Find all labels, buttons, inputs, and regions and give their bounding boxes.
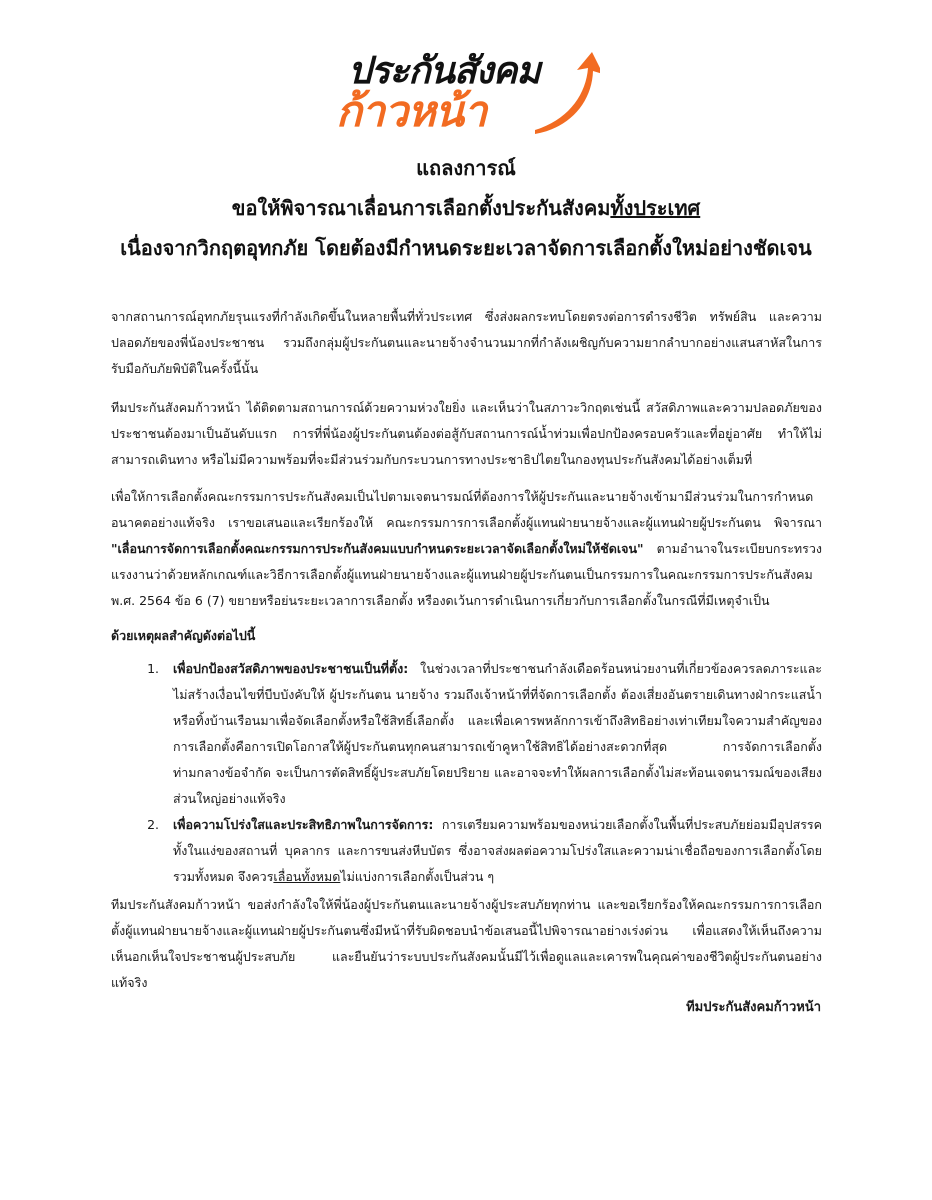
reason-2-heading: เพื่อความโปร่งใสและประสิทธิภาพในการจัดการ: [173, 817, 434, 832]
reason-1-text: ในช่วงเวลาที่ประชาชนกำลังเดือดร้อนหน่วยงานที่เกี่ยวข้องควรลดภาระและไม่สร้างเงื่อนไขที่บีบบังคับให้ ผู้ประกันตน นายจ้าง รวมถึงเจ้าหน้าที่ที่จัดการเลือกตั้ง ต้องเสี่ยงอันตรายเดินทางฝ่ากระแสน้ำหรือทิ้งบ้านเรือนมาเพื่อจัดเลือกตั้งหรือใช้สิทธิ์เลือกตั้ง และเพื่อเคารพหลักการเข้าถึงสิทธิอย่างเท่าเทียมใจความสำคัญของการเลือกตั้งคือการเปิดโอกาสให้ผู้ประกันตนทุกคนสามารถเข้าคูหาใช้สิทธิได้อย่างสะดวกที่สุด การจัดการเลือกตั้งท่ามกลางข้อจำกัด จะเป็นการตัดสิทธิ์ผู้ประสบภัยโดยปริยาย และอาจจะทำให้ผลการเลือกตั้งไม่สะท้อนเจตนารมณ์ของเสียงส่วนใหญ่อย่างแท้จริง [173, 661, 822, 806]
list-item [163, 656, 822, 812]
reason-2-underlined: เลื่อนทั้งหมด [273, 869, 341, 884]
proposal-text-a: เพื่อให้การเลือกตั้งคณะกรรมการประกันสังคมเป็นไปตามเจตนารมณ์ที่ต้องการให้ผู้ประกันและนายจ้างเข้ามามีส่วนร่วมในการกำหนดอนาคตอย่างแท้จริง เราขอเสนอและเรียกร้องให้ คณะกรรมการการเลือกตั้งผู้แทนฝ่ายนายจ้างและผู้แทนฝ่ายผู้ประกันตน พิจารณา [111, 489, 822, 530]
reason-1-heading: เพื่อปกป้องสวัสดิภาพของประชาชนเป็นที่ตั้ง: [173, 661, 409, 676]
paragraph-closing: ทีมประกันสังคมก้าวหน้า ขอส่งกำลังใจให้พี่น้องผู้ประกันตนและนายจ้างผู้ประสบภัยทุกท่าน และขอเรียกร้องให้คณะกรรมการการเลือกตั้งผู้แทนฝ่ายนายจ้างและผู้แทนฝ่ายผู้ประกันตนซึ่งมีหน้าที่รับผิดชอบนำข้อเสนอนี้ไปพิจารณาอย่างเร่งด่วน เพื่อแสดงให้เห็นถึงความเห็นอกเห็นใจประชาชนผู้ประสบภัย และยืนยันว่าระบบประกันสังคมนั้นมีไว้เพื่อดูแลและเคารพในคุณค่าของชีวิตผู้ประกันตนอย่างแท้จริง [111, 897, 822, 990]
paragraph-proposal [111, 484, 822, 614]
paragraph-situation: จากสถานการณ์อุทกภัยรุนแรงที่กำลังเกิดขึ้นในหลายพื้นที่ทั่วประเทศ ซึ่งส่งผลกระทบโดยตรงต่อการดำรงชีวิต ทรัพย์สิน และความปลอดภัยของพี่น้องประชาชน รวมถึงกลุ่มผู้ประกันตนและนายจ้างจำนวนมากที่กำลังเผชิญกับความยากลำบากอย่างแสนสาหัสในการรับมือกับภัยพิบัติในครั้งนี้นั้น [111, 309, 822, 376]
reason-2-text-a: การเตรียมความพร้อมของหน่วยเลือกตั้งในพื้นที่ประสบภัยย่อมมีอุปสรรค ทั้งในแง่ของสถานที่ บุคลากร และการขนส่งหีบบัตร ซึ่งอาจส่งผลต่อความโปร่งใสและความน่าเชื่อถือของการเลือกตั้งโดยรวมทั้งหมด จึงควร [173, 817, 822, 884]
subtitle-underlined: ทั้งประเทศ [610, 196, 701, 220]
statement-subtitle [0, 192, 932, 224]
logo-line-2: ก้าวหน้า [336, 87, 487, 137]
signature: ทีมประกันสังคมก้าวหน้า [686, 1000, 821, 1015]
list-item [163, 812, 822, 890]
reasons-heading: ด้วยเหตุผลสำคัญดังต่อไปนี้ [111, 628, 256, 643]
campaign-logo [330, 50, 600, 136]
reason-2-text-b: ไม่แบ่งการเลือกตั้งเป็นส่วน ๆ [340, 869, 495, 884]
paragraph-team-concern: ทีมประกันสังคมก้าวหน้า ได้ติดตามสถานการณ์ด้วยความห่วงใยยิ่ง และเห็นว่าในสภาวะวิกฤตเช่นนี้ สวัสดิภาพและความปลอดภัยของประชาชนต้องมาเป็นอันดับแรก การที่พี่น้องผู้ประกันตนต้องต่อสู้กับสถานการณ์น้ำท่วมเพื่อปกป้องครอบครัวและที่อยู่อาศัย ทำให้ไม่สามารถเดินทาง หรือไม่มีความพร้อมที่จะมีส่วนร่วมกับกระบวนการทางประชาธิปไตยในกองทุนประกันสังคมได้อย่างเต็มที่ [111, 400, 822, 467]
proposal-demand: "เลื่อนการจัดการเลือกตั้งคณะกรรมการประกันสังคมแบบกำหนดระยะเวลาจัดเลือกตั้งใหม่ให้ชัดเจน" [111, 541, 644, 556]
logo-line-1: ประกันสังคม [348, 49, 540, 92]
subtitle-main: ขอให้พิจารณาเลื่อนการเลือกตั้งประกันสังคม [231, 196, 611, 220]
proposal-text-b: ตามอำนาจในระเบียบกระทรวงแรงงานว่าด้วยหลักเกณฑ์และวิธีการเลือกตั้งผู้แทนฝ่ายนายจ้างและผู้แทนฝ่ายผู้ประกันตนเป็นกรรมการในคณะกรรมการประกันสังคม พ.ศ. 2564 ข้อ 6 (7) ขยายหรือย่นระยะเวลาการเลือกตั้ง หรืองดเว้นการดำเนินการเกี่ยวกับการเลือกตั้งในกรณีที่มีเหตุจำเป็น [111, 541, 822, 608]
statement-subtitle-2: เนื่องจากวิกฤตอุทกภัย โดยต้องมีกำหนดระยะเวลาจัดการเลือกตั้งใหม่อย่างชัดเจน [120, 236, 812, 260]
reasons-list [111, 656, 822, 890]
statement-title: แถลงการณ์ [416, 156, 516, 180]
